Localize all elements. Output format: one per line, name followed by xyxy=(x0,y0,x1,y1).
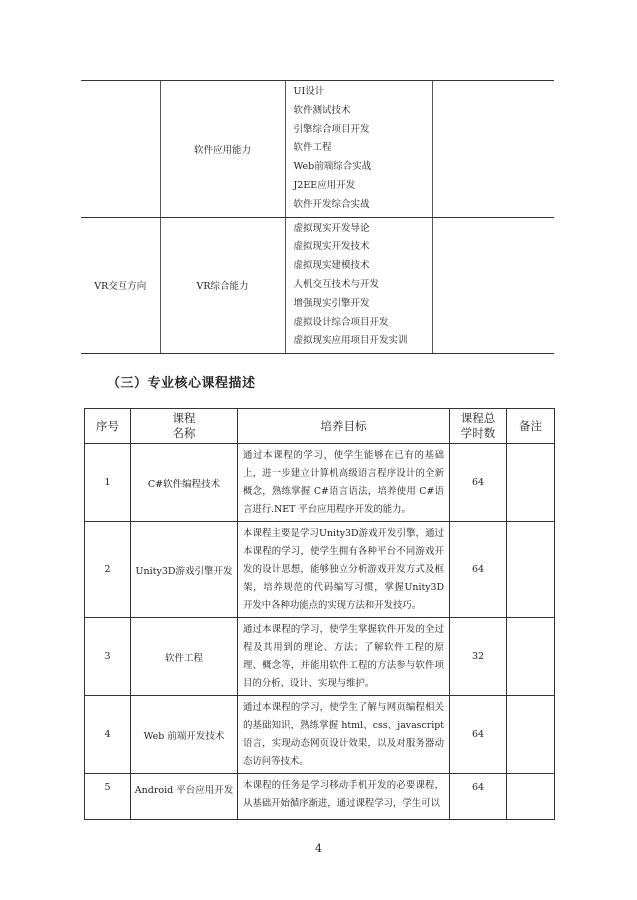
header-hours-line1: 课程总 xyxy=(460,411,496,425)
row-no: 3 xyxy=(85,618,131,696)
list-item: 软件开发综合实战 xyxy=(293,198,370,210)
list-item: Web前端综合实战 xyxy=(293,161,372,173)
header-hours xyxy=(450,409,507,444)
header-no: 序号 xyxy=(85,409,131,444)
list-item: J2EE应用开发 xyxy=(293,179,356,191)
header-remark: 备注 xyxy=(507,409,555,444)
row-hours: 64 xyxy=(450,774,507,820)
course-list-cell xyxy=(285,81,432,218)
row-hours: 64 xyxy=(450,444,507,522)
row-no: 5 xyxy=(85,774,131,820)
table-header-row xyxy=(85,409,555,444)
note-cell xyxy=(432,217,554,354)
list-item: UI设计 xyxy=(293,86,325,97)
list-item: 虚拟现实开发导论 xyxy=(293,222,370,234)
row-course-name: C#软件编程技术 xyxy=(131,444,238,522)
header-hours-line2: 学时数 xyxy=(460,426,496,440)
table-row xyxy=(85,696,555,774)
list-item: 虚拟现实应用项目开发实训 xyxy=(293,335,408,347)
row-remark xyxy=(507,522,555,618)
table-row xyxy=(85,774,555,820)
list-item: 引擎综合项目开发 xyxy=(293,123,370,135)
row-hours: 32 xyxy=(450,618,507,696)
row-goal: 通过本课程的学习，使学生掌握软件开发的全过程及其用到的理论、方法；了解软件工程的原理、概念等，并能用软件工程的方法参与软件项目的分析、设计、实现与维护。 xyxy=(238,618,450,696)
curriculum-table-continued xyxy=(81,80,554,354)
row-no: 1 xyxy=(85,444,131,522)
list-item: 软件工程 xyxy=(293,142,332,154)
table-row xyxy=(81,217,554,354)
header-name-line1: 课程 xyxy=(172,411,196,425)
header-goal: 培养目标 xyxy=(238,409,450,444)
ability-cell: 软件应用能力 xyxy=(160,81,285,218)
row-goal: 通过本课程的学习，使学生了解与网页编程相关的基础知识，熟练掌握 html、css、javascript 语言，实现动态网页设计效果，以及对服务器动态访问等技术。 xyxy=(238,696,450,774)
row-no: 4 xyxy=(85,696,131,774)
list-item: 软件测试技术 xyxy=(293,104,351,116)
row-course-name: 软件工程 xyxy=(131,618,238,696)
list-item: 增强现实引擎开发 xyxy=(293,297,370,309)
section-title: （三）专业核心课程描述 xyxy=(107,376,256,391)
row-course-name: Unity3D游戏引擎开发 xyxy=(131,522,238,618)
row-course-name: Web 前端开发技术 xyxy=(131,696,238,774)
row-remark xyxy=(507,696,555,774)
list-item: 虚拟现实开发技术 xyxy=(293,241,370,253)
direction-cell: VR交互方向 xyxy=(81,217,160,354)
row-no: 2 xyxy=(85,522,131,618)
row-remark xyxy=(507,618,555,696)
page-number: 4 xyxy=(315,842,322,855)
row-course-name: Android 平台应用开发 xyxy=(131,774,238,820)
table-row xyxy=(81,81,554,218)
core-course-table xyxy=(84,408,555,820)
row-remark xyxy=(507,444,555,522)
direction-cell xyxy=(81,81,160,218)
course-list-cell xyxy=(285,217,432,354)
list-item: 虚拟现实建模技术 xyxy=(293,260,370,272)
row-remark xyxy=(507,774,555,820)
row-hours: 64 xyxy=(450,522,507,618)
table-row xyxy=(85,444,555,522)
header-name-line2: 名称 xyxy=(172,426,196,440)
row-goal: 本课程的任务是学习移动手机开发的必要课程，从基础开始循序渐进，通过课程学习，学生可以 xyxy=(238,774,450,820)
table-row xyxy=(85,522,555,618)
row-hours: 64 xyxy=(450,696,507,774)
ability-cell: VR综合能力 xyxy=(160,217,285,354)
list-item: 虚拟设计综合项目开发 xyxy=(293,316,389,328)
row-goal: 本课程主要是学习Unity3D游戏开发引擎，通过本课程的学习，使学生拥有各种平台不同游戏开发的设计思想，能够独立分析游戏开发方式及框架，培养规范的代码编写习惯，掌握Unity3D 开发中各种功能点的实现方法和开发技巧。 xyxy=(238,522,450,618)
note-cell xyxy=(432,81,554,218)
table-row xyxy=(85,618,555,696)
header-course-name xyxy=(131,409,238,444)
row-goal: 通过本课程的学习，使学生能够在已有的基础上，进一步建立计算机高级语言程序设计的全新概念，熟练掌握 C#语言语法，培养使用 C#语言进行.NET 平台应用程序开发的能力。 xyxy=(238,444,450,522)
list-item: 人机交互技术与开发 xyxy=(293,278,380,290)
